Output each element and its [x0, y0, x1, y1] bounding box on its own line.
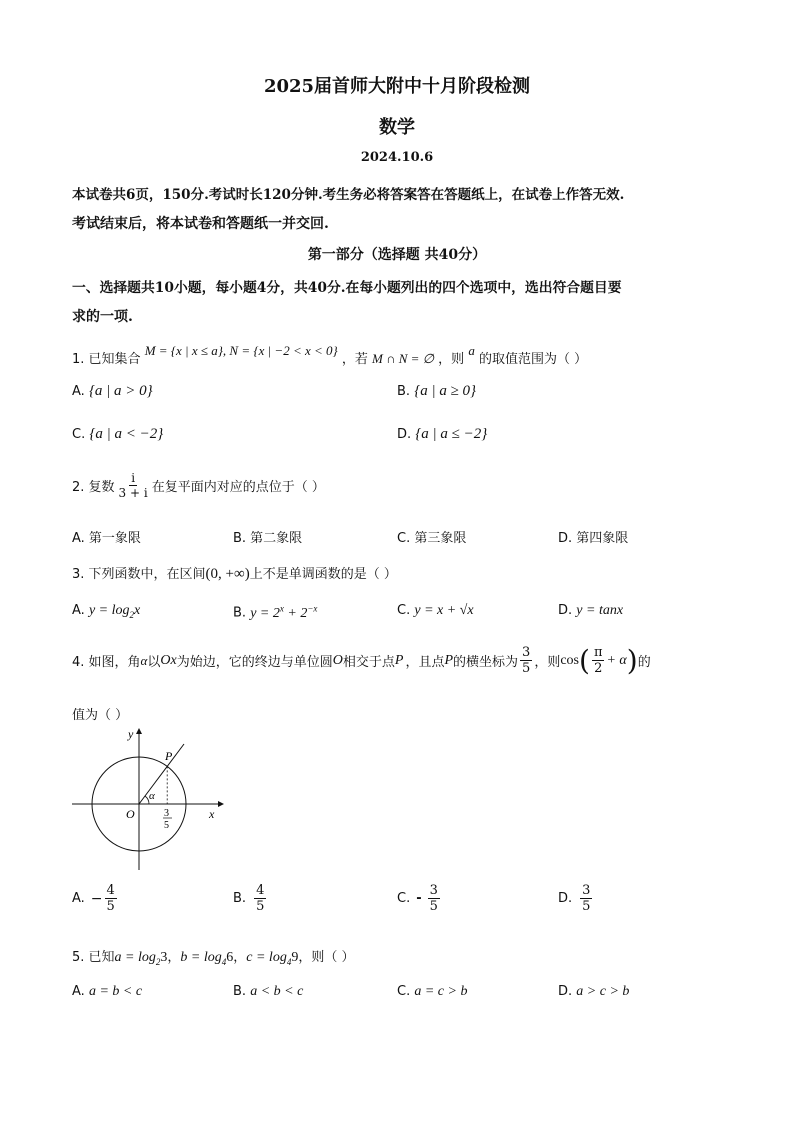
exam-title: 2025届首师大附中十月阶段检测 [263, 76, 531, 97]
q4-text-h: 的 [637, 655, 651, 670]
q4-o: O [332, 652, 343, 668]
option-fraction [428, 884, 440, 913]
q4-text-a: 4. 如图，角 [72, 655, 141, 670]
q1-option-a [72, 383, 153, 400]
question-3 [72, 563, 397, 583]
q2-denominator: 3 + i [118, 486, 148, 500]
q3-option-c [397, 603, 474, 619]
q4-alpha: α [140, 652, 148, 668]
q2-suffix: 在复平面内对应的点位于（ ） [151, 480, 325, 495]
q1-sets: M = {x | x ≤ a}, N = {x | −2 < x < 0} [144, 343, 338, 358]
q5-a-arg: 3 [160, 950, 168, 965]
log-base: 2 [129, 609, 134, 620]
exp-power: x [279, 603, 284, 613]
q1-var: a [468, 343, 475, 358]
figure-tick-num: 3 [164, 808, 169, 819]
log-text: y = log [88, 603, 130, 618]
q4-p-2: P [444, 652, 454, 668]
option-label: B. [233, 605, 247, 621]
option-label: C. [397, 891, 411, 906]
frac-num: 3 [582, 883, 591, 898]
q4-option-d [558, 884, 594, 913]
option-label: B. [233, 891, 247, 906]
exam-date: 2024.10.6 [360, 150, 434, 165]
option-label: B. [233, 984, 247, 999]
option-label: D. [558, 984, 573, 999]
option-label: C. [397, 603, 411, 618]
q4-text-g: ，则 [534, 655, 561, 670]
q4-text-b: 以 [147, 655, 161, 670]
option-value: a > c > b [576, 984, 630, 999]
q2-option-d: D. 第四象限 [558, 531, 629, 546]
option-label: C. [72, 427, 86, 442]
log-arg: x [134, 603, 141, 618]
q4-option-b [233, 884, 268, 913]
q4-fraction-pi-2 [592, 646, 605, 675]
q4-text-f: 的横坐标为 [453, 655, 519, 670]
option-label: A. [72, 984, 85, 999]
q2-prefix: 2. 复数 [72, 480, 115, 495]
q4-p: P [394, 652, 404, 668]
option-sign: − [90, 890, 103, 907]
q4-left-paren: ( [579, 643, 590, 677]
option-value: a = b < c [88, 984, 143, 999]
option-value: {a | a > 0} [88, 383, 153, 399]
frac-den: 5 [582, 899, 591, 914]
figure-tick-den: 5 [164, 820, 169, 831]
option-fraction [105, 884, 117, 913]
q4-cos: cos [560, 652, 579, 668]
frac-num: 4 [256, 883, 265, 898]
q1-condition: M ∩ N = ∅ [372, 351, 435, 366]
option-fraction [254, 884, 266, 913]
frac-den: 5 [256, 899, 265, 914]
exp-base-2: + 2 [283, 605, 308, 621]
q3-suffix: 上不是单调函数的是（ ） [249, 567, 397, 582]
option-fraction [580, 884, 592, 913]
frac-den: 5 [429, 899, 438, 914]
question-4 [72, 643, 651, 677]
q4-line-2: 值为（ ） [72, 708, 129, 723]
option-value: {a | a < −2} [89, 426, 164, 442]
exp-base: y = 2 [250, 605, 280, 621]
part1-heading: 第一部分（选择题 共40分） [307, 247, 487, 263]
option-value: y = x + √x [414, 603, 474, 618]
instructions-line-2: 考试结束后，将本试卷和答题纸一并交回. [72, 216, 329, 232]
q2-numerator: i [131, 471, 136, 485]
question-1 [72, 340, 588, 367]
frac-den: 5 [106, 899, 115, 914]
q5-c-arg: 9 [291, 950, 299, 965]
q2-option-b: B. 第二象限 [233, 531, 303, 546]
q5-sep2: ， [233, 950, 247, 965]
q5-b-log: b = log [180, 950, 222, 965]
q4-pi: π [593, 645, 603, 660]
frac-num: 4 [106, 883, 115, 898]
q5-prefix: 5. 已知 [72, 950, 115, 965]
q1-mid2: ，则 [438, 352, 465, 367]
q5-c-log: c = log [246, 950, 287, 965]
q4-text-d: 相交于点 [342, 655, 395, 670]
option-label: A. [72, 603, 85, 618]
q5-c-base: 4 [286, 956, 292, 967]
q1-option-b [397, 383, 476, 400]
q5-c [246, 950, 298, 965]
q4-text-e: ，且点 [405, 655, 445, 670]
q4-option-a [72, 884, 119, 913]
q4-fraction-3-5 [520, 646, 532, 675]
option-sign: - [416, 891, 422, 906]
q4-text-c: 为始边，它的终边与单位圆 [176, 655, 333, 670]
instructions-line-1: 本试卷共6页，150分.考试时长120分钟.考生务必将答案答在答题纸上，在试卷上作答无效. [72, 187, 625, 203]
option-value: {a | a ≥ 0} [414, 383, 477, 399]
y-axis-arrow [136, 728, 142, 734]
q3-prefix: 3. 下列函数中，在区间 [72, 567, 206, 582]
figure-p-label: P [165, 749, 173, 763]
q5-a [115, 950, 168, 965]
q4-option-c [397, 884, 442, 913]
q4-two: 2 [594, 661, 603, 676]
option-label: D. [558, 603, 573, 618]
q1-mid: ，若 [341, 352, 368, 367]
terminal-side [139, 744, 184, 804]
q5-option-d [558, 984, 629, 1000]
option-value: y = tanx [576, 603, 624, 618]
q2-option-a: A. 第一象限 [72, 531, 141, 546]
q3-option-d [558, 603, 623, 619]
q3-interval: (0, +∞) [205, 566, 250, 582]
q3-option-b [233, 603, 317, 622]
question-5 [72, 946, 354, 967]
figure-y-label: y [128, 727, 134, 741]
q4-plus-alpha: + α [606, 652, 627, 668]
q5-suffix: ，则（ ） [298, 950, 355, 965]
q5-option-b [233, 984, 303, 1000]
option-label: D. [397, 427, 412, 442]
q2-option-c: C. 第三象限 [397, 531, 467, 546]
option-label: C. [397, 984, 411, 999]
figure-x-label: x [209, 807, 215, 821]
figure-o-label: O [126, 807, 135, 821]
q5-b-arg: 6 [226, 950, 234, 965]
option-label: B. [397, 384, 411, 399]
q1-option-c [72, 426, 163, 443]
q1-option-d [397, 426, 487, 443]
q4-right-paren: ) [626, 643, 638, 677]
section-instructions-line-2: 求的一项. [72, 309, 133, 325]
option-value [89, 603, 140, 618]
section-instructions-line-1: 一、选择题共10小题，每小题4分，共40分.在每小题列出的四个选项中，选出符合题目要 [72, 280, 622, 296]
option-label: A. [72, 891, 85, 906]
option-label: D. [558, 891, 573, 906]
q5-a-base: 2 [155, 956, 161, 967]
q4-frac-num: 3 [522, 645, 531, 660]
q5-option-a [72, 984, 142, 1000]
q5-sep1: ， [167, 950, 181, 965]
option-value: a < b < c [250, 984, 304, 999]
q1-suffix: 的取值范围为（ ） [478, 352, 588, 367]
option-value [250, 603, 318, 621]
q4-frac-den: 5 [522, 661, 531, 676]
option-label: A. [72, 384, 85, 399]
q4-ox: Ox [160, 652, 177, 668]
q5-option-c [397, 984, 467, 1000]
frac-num: 3 [429, 883, 438, 898]
option-value: {a | a ≤ −2} [415, 426, 488, 442]
option-value: a = c > b [414, 984, 468, 999]
q5-b-base: 4 [221, 956, 227, 967]
exp-power-2: −x [307, 603, 318, 613]
q5-b [180, 950, 233, 965]
question-2 [72, 472, 325, 499]
q5-a-log: a = log [114, 950, 156, 965]
q3-option-a [72, 603, 140, 620]
x-axis-arrow [218, 801, 224, 807]
unit-circle-figure [66, 724, 236, 874]
figure-alpha-label: α [149, 790, 155, 802]
q1-prefix: 1. 已知集合 [72, 352, 141, 367]
exam-subject: 数学 [379, 117, 415, 138]
q2-fraction [117, 472, 150, 499]
